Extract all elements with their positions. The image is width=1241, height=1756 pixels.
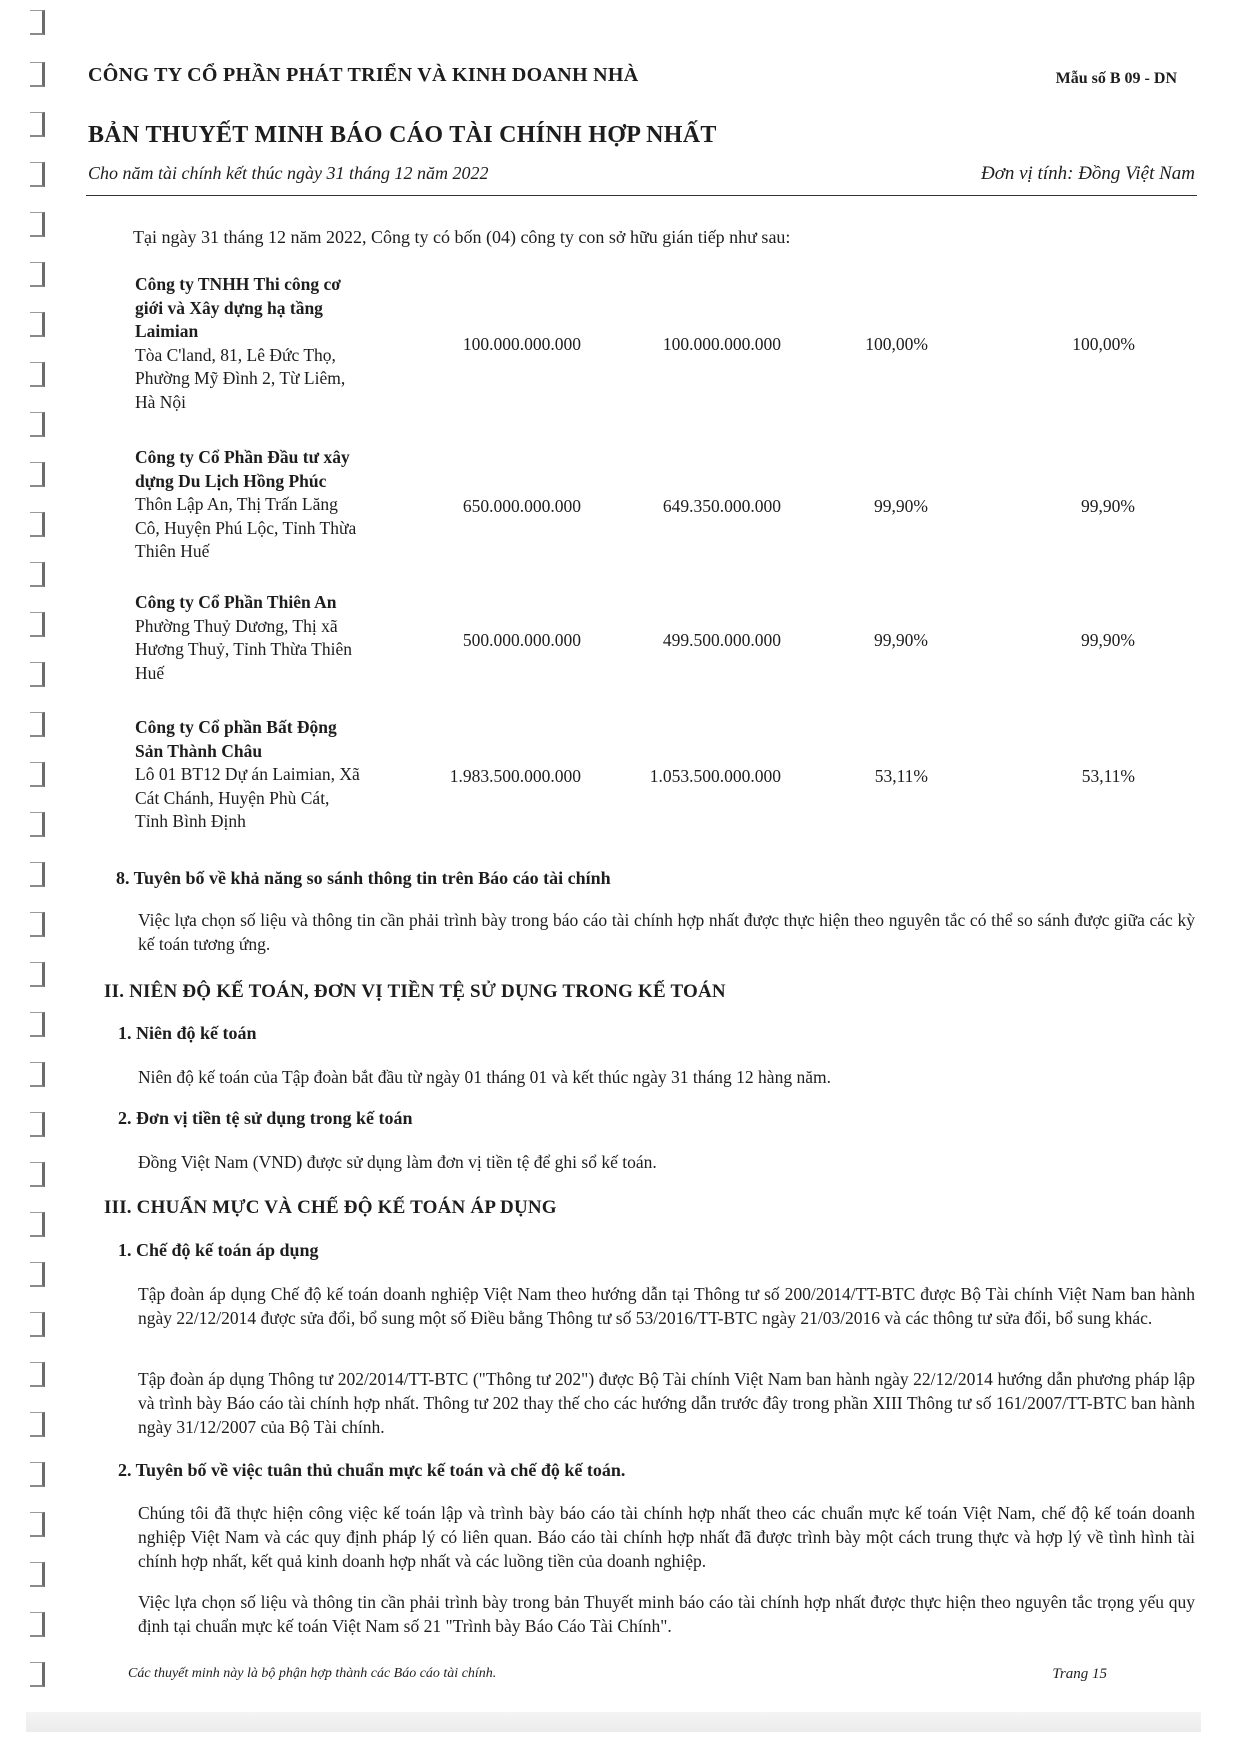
capital-registered: 100.000.000.000 (462, 334, 581, 354)
binding-hole (30, 212, 45, 237)
section-ii-1-text: Niên độ kế toán của Tập đoàn bắt đầu từ ngày 01 tháng 01 và kết thúc ngày 31 tháng 12 hàng năm. (138, 1067, 831, 1087)
subsidiary-name: Công ty TNHH Thi công cơ (135, 274, 341, 294)
binding-hole (30, 462, 45, 487)
binding-hole (30, 412, 45, 437)
subsidiary-name: Công ty Cổ phần Bất Động (135, 717, 337, 737)
section-iii-2-heading: 2. Tuyên bố về việc tuân thủ chuẩn mực kế toán và chế độ kế toán. (118, 1460, 626, 1480)
section-iii-1-heading: 1. Chế độ kế toán áp dụng (118, 1240, 319, 1260)
binding-hole (30, 562, 45, 587)
binding-hole (30, 312, 45, 337)
subsidiary-address: Cô, Huyện Phú Lộc, Tỉnh Thừa (135, 517, 357, 538)
capital-registered: 650.000.000.000 (462, 496, 581, 516)
binding-hole (30, 1312, 45, 1337)
subsidiary-name: Sản Thành Châu (135, 740, 263, 761)
binding-hole (30, 1412, 45, 1437)
document-title: BẢN THUYẾT MINH BÁO CÁO TÀI CHÍNH HỢP NHẤT (88, 122, 717, 148)
binding-hole (30, 162, 45, 187)
binding-hole (30, 1512, 45, 1537)
subsidiary-4 (135, 716, 395, 834)
binding-hole (30, 862, 45, 887)
company-name: CÔNG TY CỔ PHẦN PHÁT TRIỂN VÀ KINH DOANH NHÀ (88, 64, 639, 86)
ownership-ratio: 99,90% (874, 496, 928, 516)
binding-hole (30, 1162, 45, 1187)
section-ii-2-heading: 2. Đơn vị tiền tệ sử dụng trong kế toán (118, 1108, 413, 1128)
currency-unit: Đơn vị tính: Đồng Việt Nam (980, 163, 1195, 184)
binding-hole (30, 912, 45, 937)
binding-hole (30, 1212, 45, 1237)
binding-hole (30, 1362, 45, 1387)
subsidiary-address: Lô 01 BT12 Dự án Laimian, Xã (135, 764, 360, 784)
binding-hole (30, 962, 45, 987)
voting-ratio: 99,90% (1081, 630, 1135, 650)
capital-contributed: 499.500.000.000 (662, 630, 781, 650)
section-iii-2-text-2: Việc lựa chọn số liệu và thông tin cần phải trình bày trong bản Thuyết minh báo cáo tài chính hợp nhất được thực hiện theo nguyên tắc trọng yếu quy định tại chuẩn mực kế toán Việt Nam số 21 "Trình bày Báo Cáo Tài Chính". (138, 1592, 1195, 1636)
page-number: Trang 15 (1052, 1666, 1107, 1682)
binding-hole (30, 1112, 45, 1137)
subsidiary-address: Tỉnh Bình Định (135, 811, 246, 831)
voting-ratio: 99,90% (1081, 496, 1135, 516)
binding-hole (30, 1262, 45, 1287)
capital-contributed: 1.053.500.000.000 (649, 766, 781, 786)
ownership-ratio: 100,00% (865, 334, 928, 354)
section-iii-heading: III. CHUẨN MỰC VÀ CHẾ ĐỘ KẾ TOÁN ÁP DỤNG (104, 1197, 557, 1218)
binding-hole (30, 262, 45, 287)
binding-hole (30, 1562, 45, 1587)
binding-holes (24, 0, 64, 1756)
binding-hole (30, 812, 45, 837)
subsidiary-address: Hương Thuỷ, Tỉnh Thừa Thiên (135, 639, 352, 659)
subsidiary-name: dựng Du Lịch Hồng Phúc (135, 470, 327, 491)
subsidiary-address: Phường Thuỷ Dương, Thị xã (135, 615, 338, 636)
subsidiary-3 (135, 591, 395, 685)
section-ii-1-heading: 1. Niên độ kế toán (118, 1023, 257, 1043)
subsidiary-address: Cát Chánh, Huyện Phù Cát, (135, 787, 330, 808)
capital-contributed: 649.350.000.000 (662, 496, 781, 516)
capital-registered: 1.983.500.000.000 (449, 766, 581, 786)
binding-hole (30, 612, 45, 637)
capital-registered: 500.000.000.000 (462, 630, 581, 650)
binding-hole (30, 1662, 45, 1687)
footer-note: Các thuyết minh này là bộ phận hợp thành các Báo cáo tài chính. (128, 1666, 497, 1681)
binding-hole (30, 1612, 45, 1637)
header-divider (86, 195, 1197, 196)
voting-ratio: 100,00% (1072, 334, 1135, 354)
scan-bottom-edge (26, 1712, 1201, 1732)
binding-hole (30, 10, 45, 35)
subsidiary-name: Công ty Cổ Phần Thiên An (135, 592, 337, 612)
ownership-ratio: 99,90% (874, 630, 928, 650)
binding-hole (30, 762, 45, 787)
subsidiary-address: Thiên Huế (135, 541, 210, 561)
binding-hole (30, 362, 45, 387)
subsidiary-address: Hà Nội (135, 391, 187, 412)
subsidiary-name: Laimian (135, 321, 199, 341)
subsidiary-1 (135, 273, 395, 414)
binding-hole (30, 112, 45, 137)
voting-ratio: 53,11% (1081, 766, 1135, 786)
binding-hole (30, 1462, 45, 1487)
form-number: Mẫu số B 09 - DN (1055, 70, 1177, 87)
subsidiary-2 (135, 446, 395, 564)
subsidiary-address: Tòa C'land, 81, Lê Đức Thọ, (135, 344, 336, 365)
section-iii-1-text-1: Tập đoàn áp dụng Chế độ kế toán doanh nghiệp Việt Nam theo hướng dẫn tại Thông tư số 200/2014/TT-BTC được Bộ Tài chính Việt Nam ban hành ngày 22/12/2014 được sửa đổi, bổ sung một số Điều bằng Thông tư số 53/2016/TT-BTC ngày 21/03/2016 và các thông tư sửa đổi, bổ sung khác. (138, 1284, 1195, 1328)
capital-contributed: 100.000.000.000 (662, 334, 781, 354)
binding-hole (30, 712, 45, 737)
section-8-heading: 8. Tuyên bố về khả năng so sánh thông tin trên Báo cáo tài chính (116, 868, 611, 888)
binding-hole (30, 512, 45, 537)
subsidiary-address: Phường Mỹ Đình 2, Từ Liêm, (135, 368, 346, 388)
subsidiaries-intro: Tại ngày 31 tháng 12 năm 2022, Công ty có bốn (04) công ty con sở hữu gián tiếp như sau: (133, 227, 791, 247)
subsidiary-address: Huế (135, 662, 165, 683)
section-ii-heading: II. NIÊN ĐỘ KẾ TOÁN, ĐƠN VỊ TIỀN TỆ SỬ DỤNG TRONG KẾ TOÁN (104, 981, 726, 1002)
section-8-text: Việc lựa chọn số liệu và thông tin cần phải trình bày trong báo cáo tài chính hợp nhất được thực hiện theo nguyên tắc có thể so sánh được giữa các kỳ kế toán tương ứng. (138, 910, 1195, 954)
subsidiary-address: Thôn Lập An, Thị Trấn Lăng (135, 494, 338, 514)
section-ii-2-text: Đồng Việt Nam (VND) được sử dụng làm đơn vị tiền tệ để ghi sổ kế toán. (138, 1152, 657, 1172)
section-iii-2-text-1: Chúng tôi đã thực hiện công việc kế toán lập và trình bày báo cáo tài chính hợp nhất theo các chuẩn mực kế toán Việt Nam, chế độ kế toán doanh nghiệp Việt Nam và các quy định pháp lý có liên quan. Báo cáo tài chính hợp nhất đã được trình bày một cách trung thực và hợp lý về tình hình tài chính hợp nhất, kết quả kinh doanh hợp nhất và các luồng tiền của doanh nghiệp. (138, 1503, 1195, 1571)
ownership-ratio: 53,11% (874, 766, 928, 786)
section-iii-1-text-2: Tập đoàn áp dụng Thông tư 202/2014/TT-BTC ("Thông tư 202") được Bộ Tài chính Việt Nam ban hành ngày 22/12/2014 hướng dẫn phương pháp lập và trình bày Báo cáo tài chính hợp nhất. Thông tư 202 thay thế cho các hướng dẫn trước đây trong phần XIII Thông tư số 161/2007/TT-BTC ban hành ngày 31/12/2007 của Bộ Tài chính. (138, 1369, 1195, 1437)
reporting-period: Cho năm tài chính kết thúc ngày 31 tháng 12 năm 2022 (88, 163, 489, 183)
binding-hole (30, 662, 45, 687)
binding-hole (30, 62, 45, 87)
binding-hole (30, 1062, 45, 1087)
binding-hole (30, 1012, 45, 1037)
subsidiary-name: Công ty Cổ Phần Đầu tư xây (135, 447, 350, 467)
subsidiary-name: giới và Xây dựng hạ tầng (135, 297, 323, 318)
